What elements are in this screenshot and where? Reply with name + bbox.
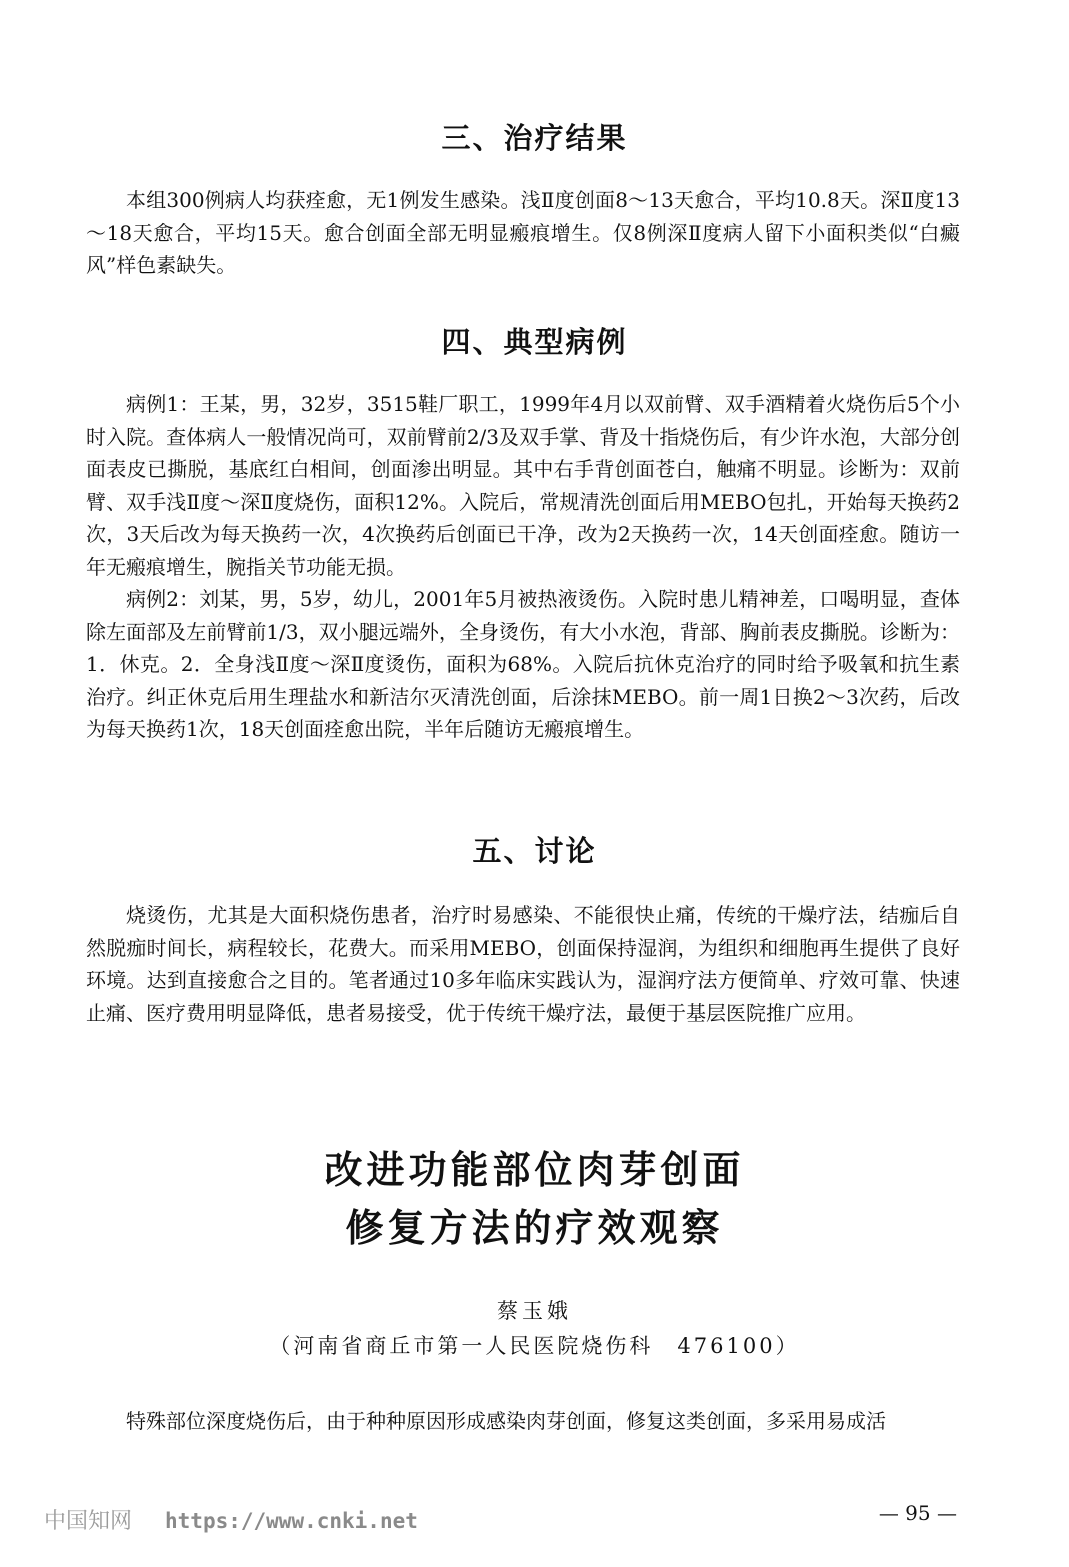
cnki-watermark	[44, 1504, 418, 1535]
article-author: 蔡玉娥	[497, 1299, 572, 1323]
case-2-paragraph: 病例2：刘某，男，5岁，幼儿，2001年5月被热液烫伤。入院时患儿精神差，口喝明显，查体除左面部及左前臂前1/3，双小腿远端外，全身烫伤，有大小水泡，背部、胸前表皮撕脱。诊断为：1．休克。2．全身浅Ⅱ度～深Ⅱ度烫伤，面积为68%。入院后抗休克治疗的同时给予吸氧和抗生素治疗。纠正休克后用生理盐水和新洁尔灭清洗创面，后涂抹MEBO。前一周1日换2～3次药，后改为每天换药1次，18天创面痊愈出院，半年后随访无瘢痕增生。	[86, 587, 960, 741]
article-title-line-1: 改进功能部位肉芽创面	[324, 1148, 745, 1192]
article-intro-paragraph: 特殊部位深度烧伤后，由于种种原因形成感染肉芽创面，修复这类创面，多采用易成活	[126, 1409, 886, 1433]
section-heading-discussion: 五、讨论	[472, 834, 597, 868]
section-heading-cases: 四、典型病例	[441, 325, 628, 359]
article-affiliation: （河南省商丘市第一人民医院烧伤科 476100）	[269, 1334, 800, 1358]
page-number: — 95 —	[878, 1501, 957, 1525]
cnki-url-link[interactable]: https://www.cnki.net	[165, 1509, 418, 1533]
section-heading-results: 三、治疗结果	[441, 121, 628, 155]
results-paragraph: 本组300例病人均获痊愈，无1例发生感染。浅Ⅱ度创面8～13天愈合，平均10.8天。深Ⅱ度13～18天愈合，平均15天。愈合创面全部无明显瘢痕增生。仅8例深Ⅱ度病人留下小面积类似“白癜风”样色素缺失。	[86, 188, 960, 277]
discussion-body	[86, 899, 960, 1029]
cnki-site-name: 中国知网	[44, 1509, 133, 1534]
article-intro	[86, 1405, 960, 1438]
discussion-paragraph: 烧烫伤，尤其是大面积烧伤患者，治疗时易感染、不能很快止痛，传统的干燥疗法，结痂后自然脱痂时间长，病程较长，花费大。而采用MEBO，创面保持湿润，为组织和细胞再生提供了良好环境。达到直接愈合之目的。笔者通过10多年临床实践认为，湿润疗法方便简单、疗效可靠、快速止痛、医疗费用明显降低，患者易接受，优于传统干燥疗法，最便于基层医院推广应用。	[86, 903, 960, 1025]
cases-body	[86, 388, 960, 746]
case-1-paragraph: 病例1：王某，男，32岁，3515鞋厂职工，1999年4月以双前臂、双手酒精着火烧伤后5个小时入院。查体病人一般情况尚可，双前臂前2/3及双手掌、背及十指烧伤后，有少许水泡，大部分创面表皮已撕脱，基底红白相间，创面渗出明显。其中右手背创面苍白，触痛不明显。诊断为：双前臂、双手浅Ⅱ度～深Ⅱ度烧伤，面积12%。入院后，常规清洗创面后用MEBO包扎，开始每天换药2次，3天后改为每天换药一次，4次换药后创面已干净，改为2天换药一次，14天创面痊愈。随访一年无瘢痕增生，腕指关节功能无损。	[86, 392, 960, 579]
article-title-line-2: 修复方法的疗效观察	[345, 1206, 724, 1250]
results-body	[86, 184, 960, 282]
